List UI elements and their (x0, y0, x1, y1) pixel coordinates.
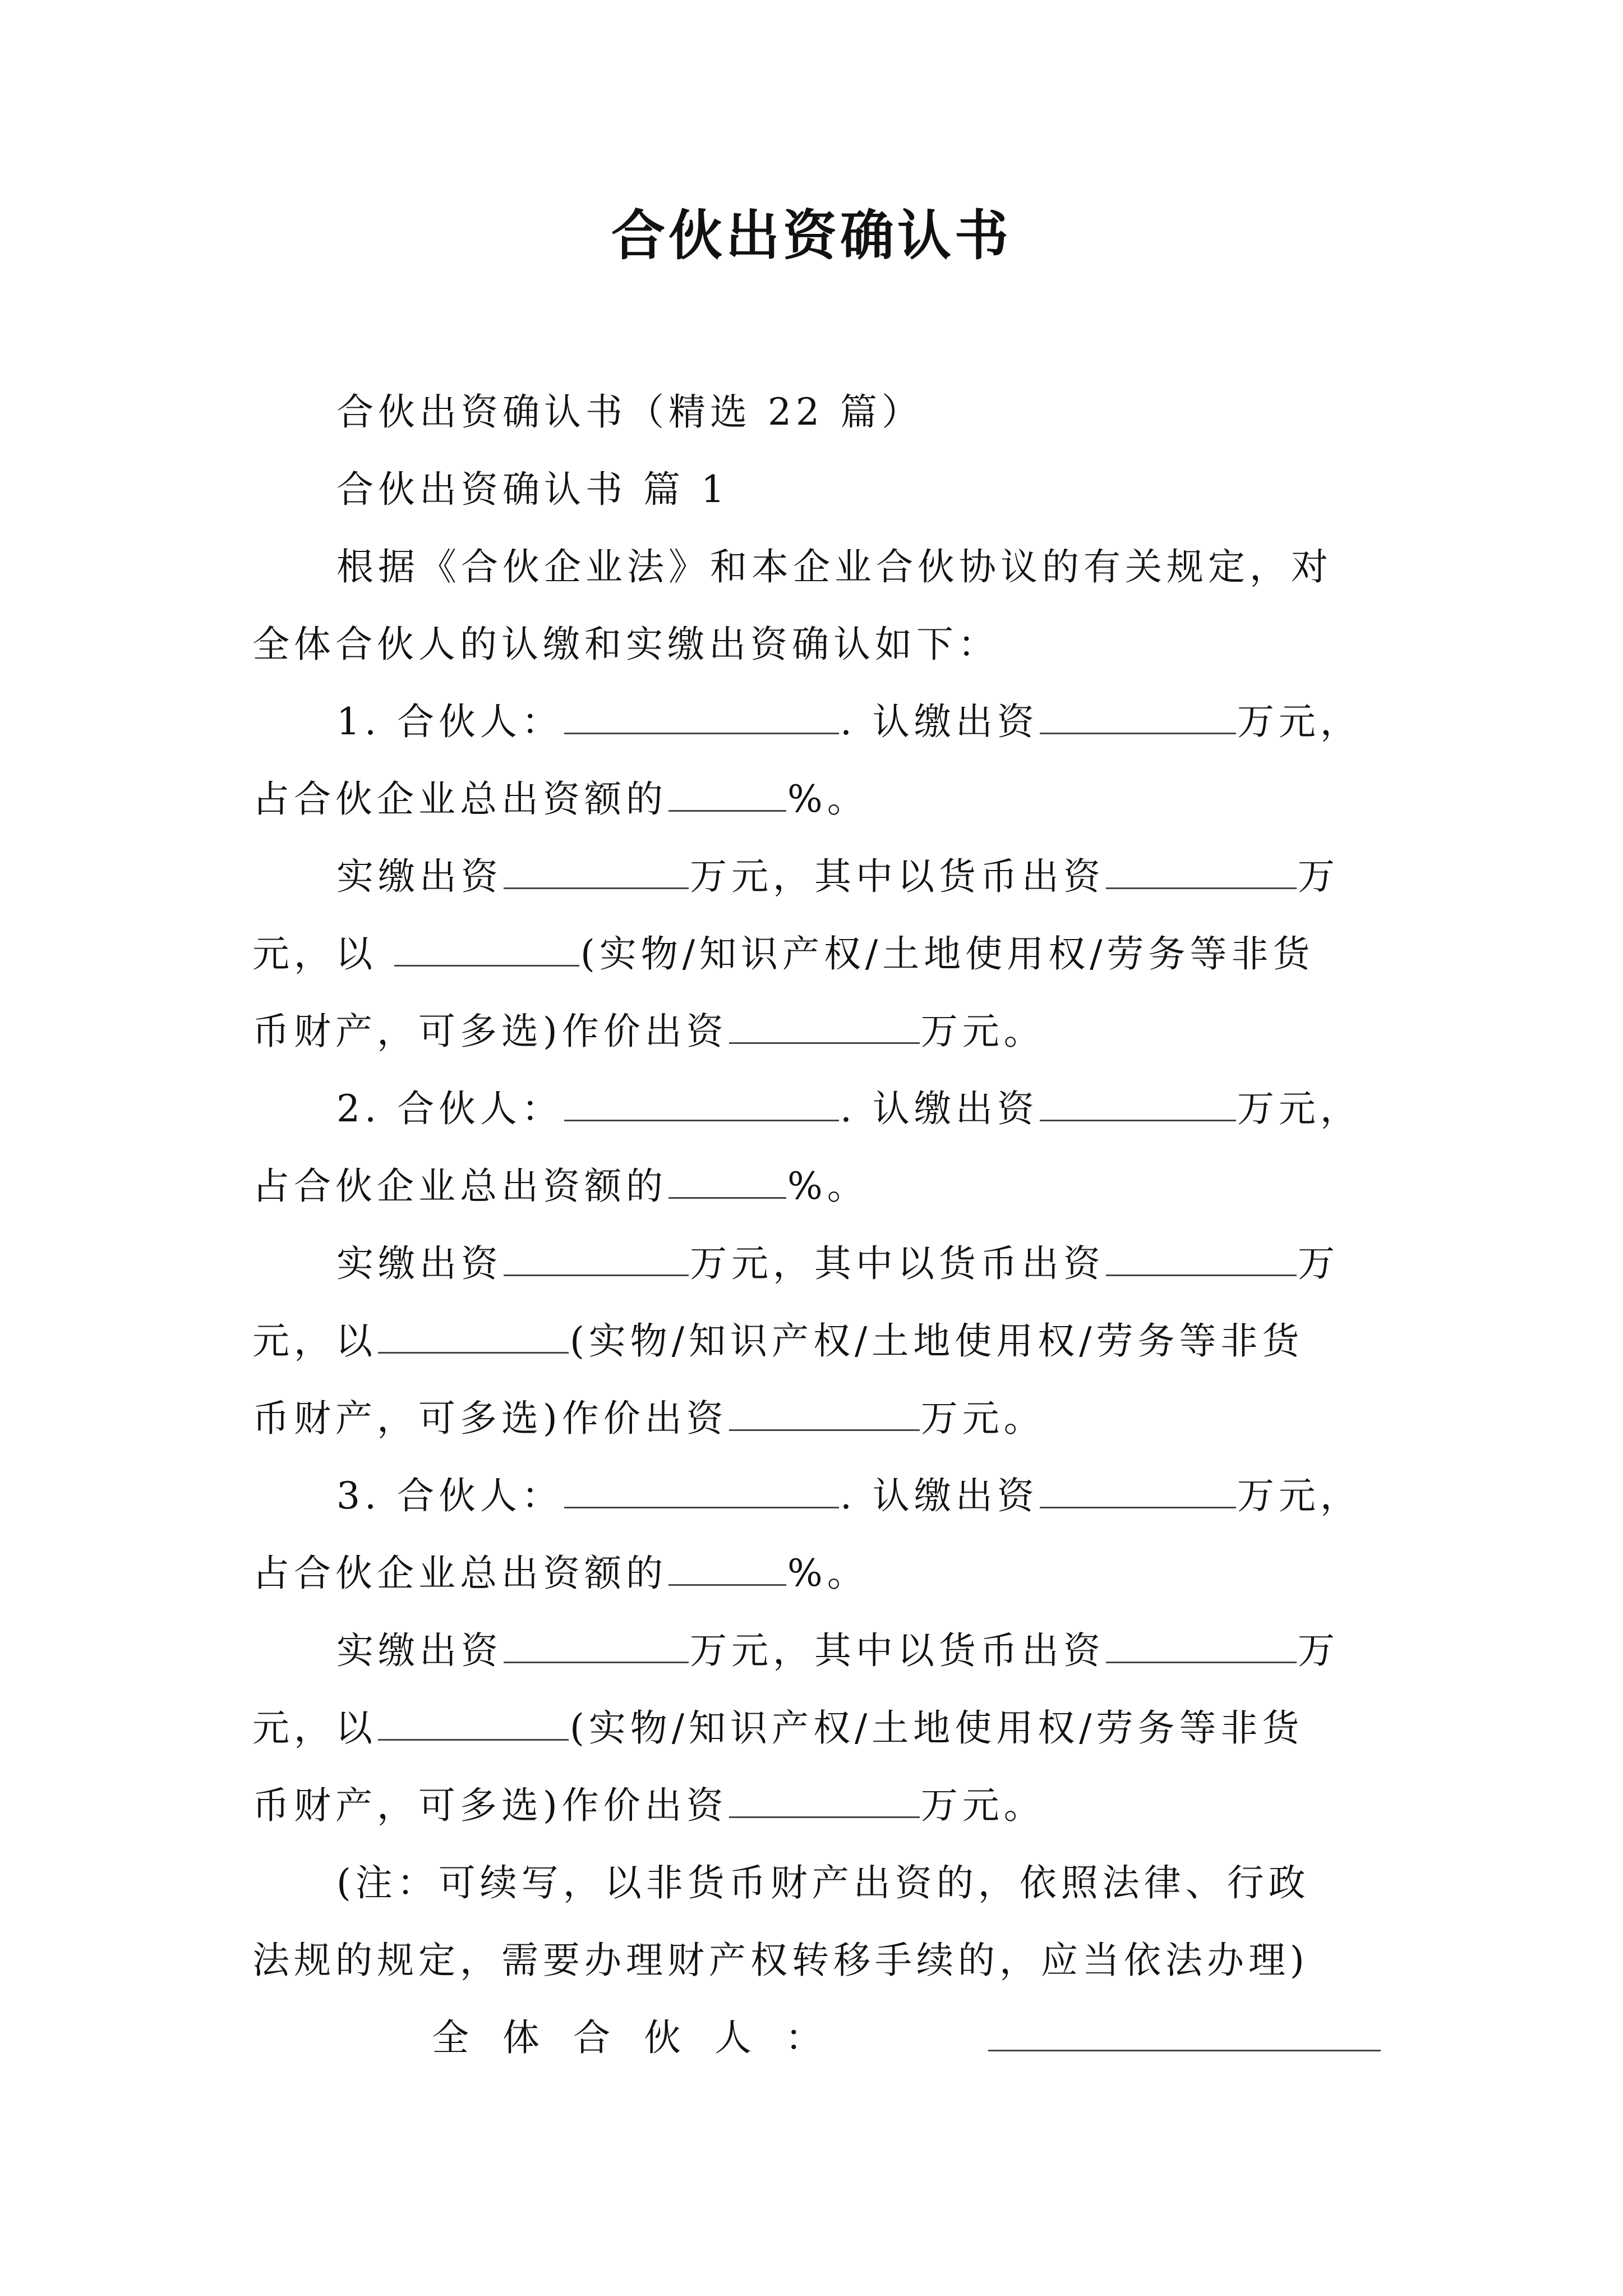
subtitle: 合伙出资确认书（精选 22 篇） (336, 390, 923, 434)
unit-label: 万元。 (920, 1010, 1045, 1053)
share-label: 占合伙企业总出资额的 (252, 777, 667, 821)
cash-label: 万元，其中以货币出资 (690, 855, 1105, 898)
valuation-amount-blank[interactable] (729, 1398, 920, 1431)
unit-label: 万元， (1237, 1474, 1362, 1517)
note-line-1: (注：可续写，以非货币财产出资的，依照法律、行政 (336, 1861, 1310, 1904)
paid-amount-blank[interactable] (504, 856, 689, 889)
non-cash-types: (实物/知识产权/土地使用权/劳务等非货 (580, 932, 1315, 976)
partner-label: 3. 合伙人： (336, 1474, 563, 1517)
partner-1-line-2 (252, 774, 1385, 825)
subscribed-label: . 认缴出资 (840, 1474, 1039, 1517)
partner-1-line-1 (336, 697, 1385, 747)
share-percent-blank[interactable] (668, 1553, 786, 1586)
partner-3-line-1 (336, 1471, 1385, 1521)
non-cash-label: 元，以 (252, 1706, 377, 1750)
subscribed-amount-blank[interactable] (1040, 701, 1236, 734)
unit-label: 万元。 (920, 1784, 1045, 1827)
partner-1-line-4 (252, 929, 1385, 979)
unit-label: 万元， (1237, 1087, 1362, 1130)
cash-amount-blank[interactable] (1106, 1630, 1297, 1663)
unit-label: 万元， (1237, 700, 1362, 743)
partner-name-blank[interactable] (564, 1475, 839, 1508)
partner-2-line-3 (336, 1239, 1385, 1289)
unit-label: 万 (1298, 1629, 1339, 1672)
partner-3-line-2 (252, 1548, 1385, 1599)
cash-label: 万元，其中以货币出资 (690, 1629, 1105, 1672)
valuation-label: 币财产，可多选)作价出资 (252, 1010, 728, 1053)
partner-3-line-4 (252, 1703, 1385, 1754)
partner-label: 2. 合伙人： (336, 1087, 563, 1130)
signature-blank[interactable] (988, 2018, 1381, 2051)
cash-label: 万元，其中以货币出资 (690, 1242, 1105, 1285)
paid-label: 实缴出资 (336, 1242, 502, 1285)
share-label: 占合伙企业总出资额的 (252, 1165, 667, 1208)
unit-label: 万 (1298, 855, 1339, 898)
valuation-label: 币财产，可多选)作价出资 (252, 1397, 728, 1440)
unit-label: 万元。 (920, 1397, 1045, 1440)
unit-label: 万 (1298, 1242, 1339, 1285)
cash-amount-blank[interactable] (1106, 856, 1297, 889)
non-cash-types: (实物/知识产权/土地使用权/劳务等非货 (570, 1319, 1304, 1363)
non-cash-types: (实物/知识产权/土地使用权/劳务等非货 (570, 1706, 1304, 1750)
paid-amount-blank[interactable] (504, 1630, 689, 1663)
intro-line-1: 根据《合伙企业法》和本企业合伙协议的有关规定，对 (336, 545, 1332, 588)
partner-1-line-3 (336, 852, 1385, 902)
subscribed-amount-blank[interactable] (1040, 1475, 1236, 1508)
percent-label: %。 (787, 1165, 869, 1208)
partner-1-line-5 (252, 1006, 1385, 1057)
paid-label: 实缴出资 (336, 855, 502, 898)
share-percent-blank[interactable] (668, 779, 786, 812)
non-cash-type-blank[interactable] (394, 933, 579, 967)
non-cash-type-blank[interactable] (378, 1708, 569, 1741)
share-label: 占合伙企业总出资额的 (252, 1552, 667, 1595)
paid-label: 实缴出资 (336, 1629, 502, 1672)
paid-amount-blank[interactable] (504, 1243, 689, 1276)
percent-label: %。 (787, 777, 869, 821)
percent-label: %。 (787, 1552, 869, 1595)
share-percent-blank[interactable] (668, 1166, 786, 1199)
non-cash-label: 元，以 (252, 1319, 377, 1363)
partner-2-line-2 (252, 1161, 1385, 1212)
partner-name-blank[interactable] (564, 701, 839, 734)
partner-2-line-4 (252, 1316, 1385, 1366)
subscribed-label: . 认缴出资 (840, 1087, 1039, 1130)
partner-2-line-5 (252, 1393, 1385, 1444)
partner-3-line-3 (336, 1626, 1385, 1676)
document-title: 合伙出资确认书 (611, 204, 1012, 267)
intro-line-2: 全体合伙人的认缴和实缴出资确认如下： (252, 623, 999, 666)
subscribed-label: . 认缴出资 (840, 700, 1039, 743)
valuation-amount-blank[interactable] (729, 1785, 920, 1818)
signature-line (432, 2013, 1385, 2063)
partner-label: 1. 合伙人： (336, 700, 563, 743)
signature-label: 全体合伙人： (432, 2016, 856, 2059)
cash-amount-blank[interactable] (1106, 1243, 1297, 1276)
partner-name-blank[interactable] (564, 1088, 839, 1121)
section-heading: 合伙出资确认书 篇 1 (336, 468, 729, 511)
valuation-label: 币财产，可多选)作价出资 (252, 1784, 728, 1827)
partner-2-line-1 (336, 1084, 1385, 1134)
subscribed-amount-blank[interactable] (1040, 1088, 1236, 1121)
note-line-2: 法规的规定，需要办理财产权转移手续的，应当依法办理) (252, 1939, 1309, 1982)
valuation-amount-blank[interactable] (729, 1011, 920, 1044)
non-cash-label: 元，以 (252, 932, 393, 976)
partner-3-line-5 (252, 1780, 1385, 1831)
non-cash-type-blank[interactable] (378, 1320, 569, 1354)
